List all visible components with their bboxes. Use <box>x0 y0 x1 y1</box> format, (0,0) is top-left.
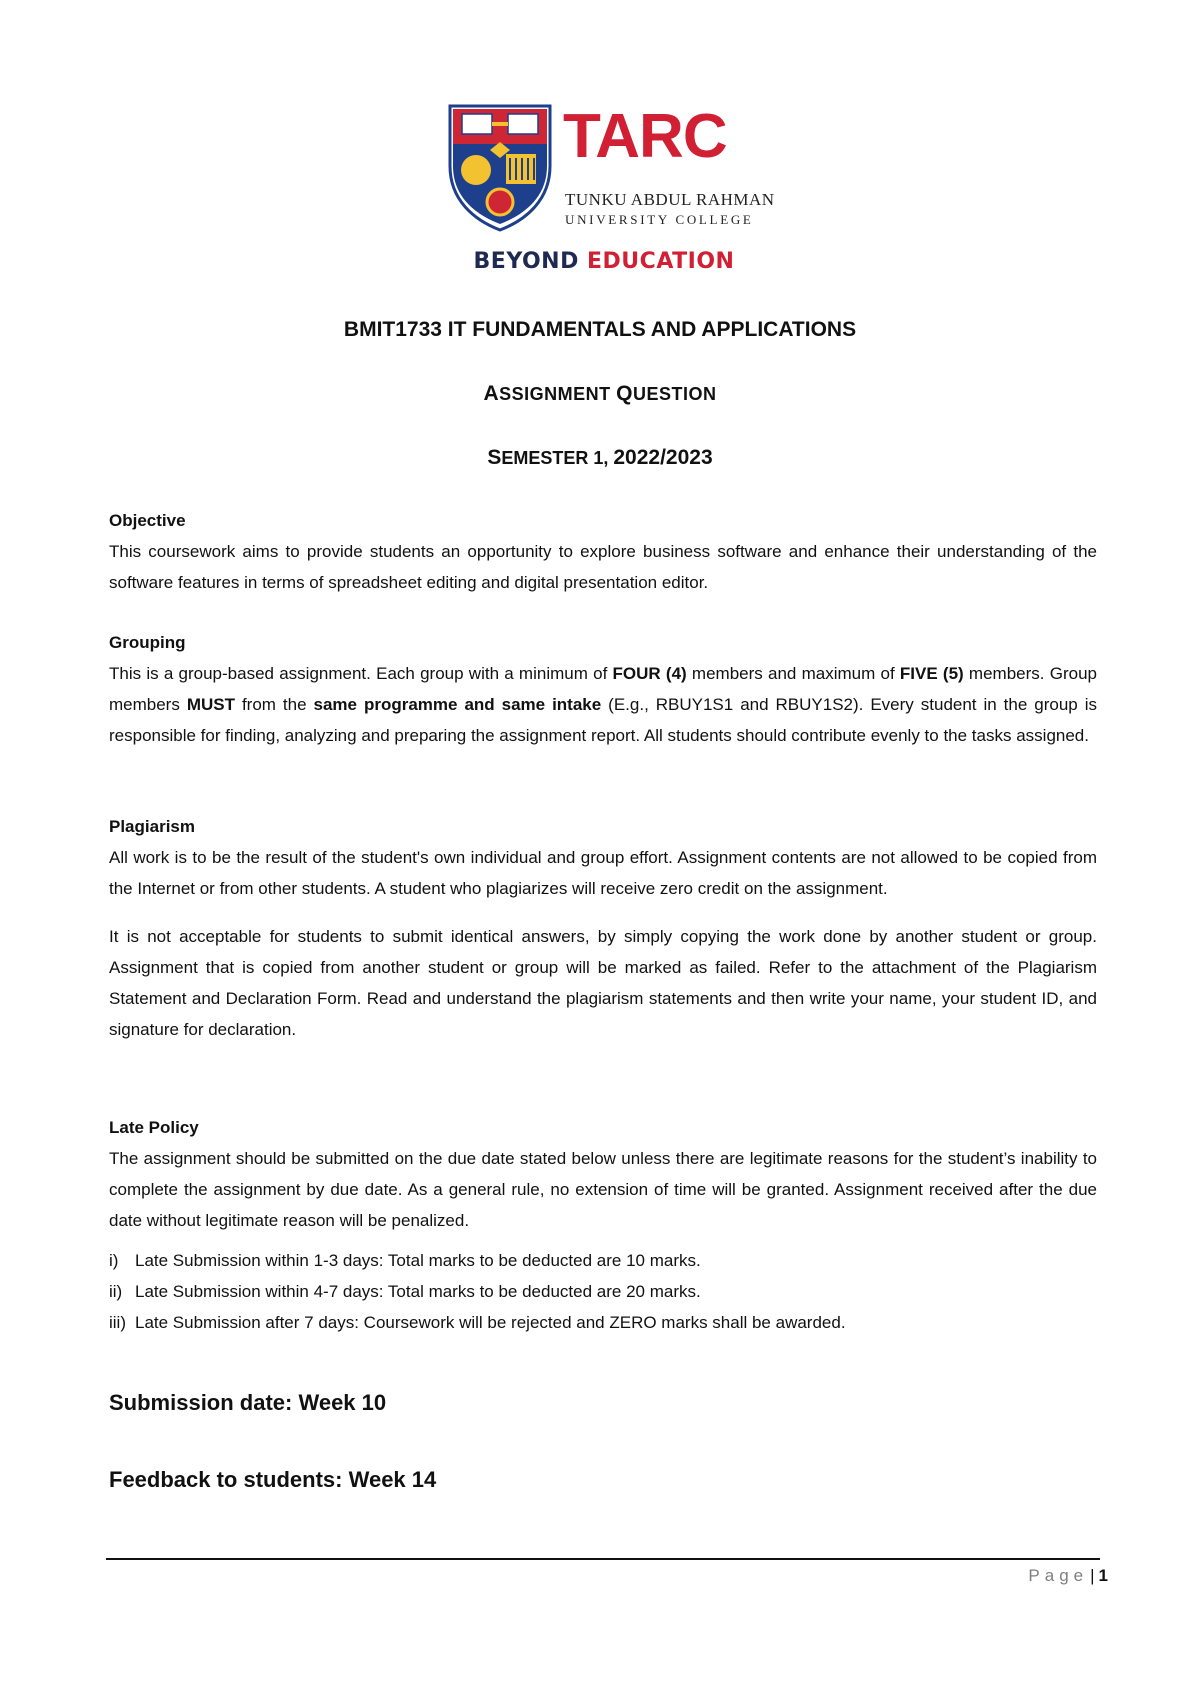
tarc-logo <box>448 102 775 276</box>
list-item-text: Late Submission after 7 days: Coursework will be rejected and ZERO marks shall be awarded. <box>135 1313 846 1332</box>
semester-line <box>100 446 1100 470</box>
grouping-section <box>109 627 1097 751</box>
list-item <box>109 1307 1097 1338</box>
late-policy-section <box>109 1112 1097 1338</box>
semester-rest: EMESTER 1, <box>501 448 614 468</box>
subtitle-rest-q: UESTION <box>633 384 717 404</box>
grouping-text <box>109 658 1097 751</box>
plagiarism-heading: Plagiarism <box>109 817 195 836</box>
grouping-must: MUST <box>186 695 235 714</box>
tarc-wordmark <box>563 102 775 227</box>
plagiarism-paragraph-2: It is not acceptable for students to submit identical answers, by simply copying the work done by another student or group. Assignment that is copied from another student or group will be marked as failed. Refer to the attachment of the Plagiarism Statement and Declaration Form. Read and understand the plagiarism statements and then write your name, your student ID, and signature for declaration. <box>109 927 1097 1039</box>
assignment-subtitle <box>100 382 1100 406</box>
plagiarism-paragraph-1: All work is to be the result of the student's own individual and group effort. Assignment contents are not allowed to be copied from the Internet or from other students. A student who plagiarizes will receive zero credit on the assignment. <box>109 848 1097 898</box>
grouping-text-5: (E.g., RBUY1S1 and RBUY1S2). Every student in the group is responsible for finding, analyzing and preparing the assignment report. All students should contribute evenly to the tasks assigned. <box>109 695 1097 745</box>
grouping-heading: Grouping <box>109 633 186 652</box>
university-crest-icon <box>448 104 552 232</box>
tagline-education: EDUCATION <box>587 249 735 274</box>
plagiarism-section <box>109 811 1097 1045</box>
semester-year: 2022/2023 <box>613 446 713 469</box>
objective-text: This coursework aims to provide students an opportunity to explore business software and enhance their understanding of the software features in terms of spreadsheet editing and digital presentation editor. <box>109 542 1097 592</box>
grouping-same-programme: same programme and same intake <box>313 695 602 714</box>
subtitle-cap-q: Q <box>616 382 633 405</box>
list-item-text: Late Submission within 1-3 days: Total marks to be deducted are 10 marks. <box>135 1251 701 1270</box>
semester-cap: S <box>487 446 502 469</box>
late-penalty-list <box>109 1245 1097 1338</box>
grouping-max-members: FIVE (5) <box>899 664 964 683</box>
page-number <box>1028 1566 1108 1586</box>
page-number-value: 1 <box>1098 1566 1108 1585</box>
subtitle-cap-a: A <box>483 382 500 405</box>
logo-tagline <box>448 248 760 276</box>
list-item-text: Late Submission within 4-7 days: Total marks to be deducted are 20 marks. <box>135 1282 701 1301</box>
late-policy-text: The assignment should be submitted on the due date stated below unless there are legitimate reasons for the student’s inability to complete the assignment by due date. As a general rule, no extension of time will be granted. Assignment received after the due date without legitimate reason will be penalized. <box>109 1149 1097 1230</box>
grouping-text-1: This is a group-based assignment. Each group with a minimum of <box>109 664 613 683</box>
footer-divider <box>106 1558 1100 1560</box>
list-item-marker: ii) <box>109 1282 123 1301</box>
feedback-date: Feedback to students: Week 14 <box>109 1467 437 1492</box>
late-policy-heading: Late Policy <box>109 1118 199 1137</box>
university-name-line2: UNIVERSITY COLLEGE <box>565 212 754 227</box>
list-item-marker: iii) <box>109 1313 126 1332</box>
list-item-marker: i) <box>109 1251 119 1270</box>
page-separator: | <box>1090 1566 1095 1585</box>
submission-date: Submission date: Week 10 <box>109 1390 387 1415</box>
grouping-text-3: members. Group members <box>109 664 1097 714</box>
grouping-text-4: from the <box>234 695 314 714</box>
grouping-min-members: FOUR (4) <box>612 664 687 683</box>
course-title: BMIT1733 IT FUNDAMENTALS AND APPLICATIONS <box>343 318 857 341</box>
university-name-line1: TUNKU ABDUL RAHMAN <box>565 190 775 209</box>
page-label: Page <box>1028 1566 1089 1585</box>
tagline-beyond: BEYOND <box>473 249 588 274</box>
objective-section <box>109 505 1097 598</box>
list-item <box>109 1276 1097 1307</box>
grouping-text-2: members and maximum of <box>686 664 900 683</box>
objective-heading: Objective <box>109 511 186 530</box>
subtitle-rest-a: SSIGNMENT <box>499 384 617 404</box>
tarc-wordmark-text: TARC <box>563 102 727 171</box>
list-item <box>109 1245 1097 1276</box>
